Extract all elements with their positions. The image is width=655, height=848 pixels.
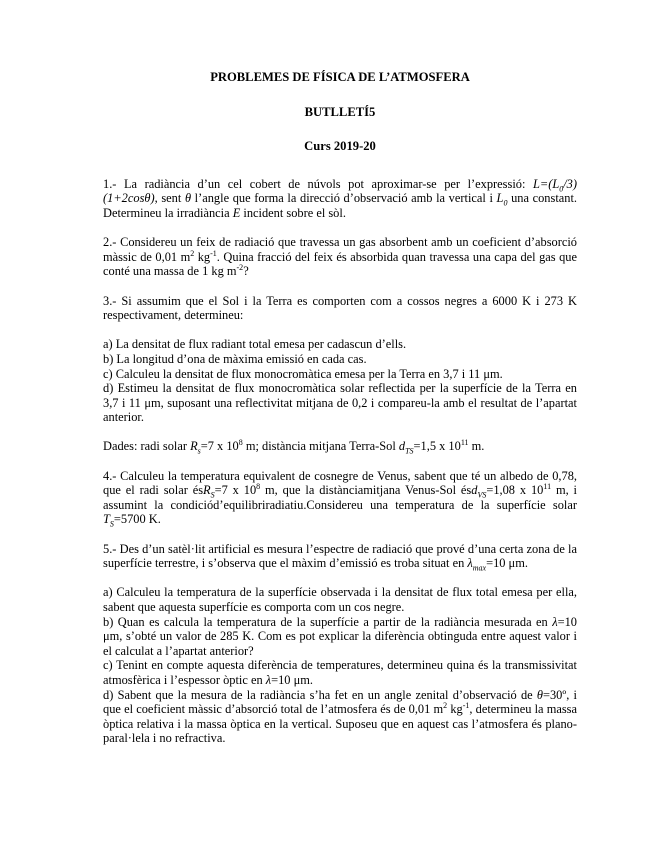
document-page	[103, 70, 577, 746]
document-subtitle: BUTLLETÍ5	[304, 104, 376, 119]
problem-5-b: b) Quan es calcula la temperatura de la superfície a partir de la radiància mesurada en λ=10 μm, s’obté un valor de 285 K. Com es pot explicar la diferència obtinguda entre aquest valor i el calculat a l’apartat anterior?	[103, 614, 577, 658]
course-year: Curs 2019-20	[304, 139, 376, 154]
problem-5-d: d) Sabent que la mesura de la radiància s’ha fet en un angle zenital d’observació de θ=30º, i que el coeficient màssic d’absorció total de l’atmosfera és de 0,01 $m^2$ $kg^{-1}$, determineu la massa òptica relativa i la massa òptica en la vertical. Suposeu que en aquest cas l’atmosfera és plano-paral·lela i no refractiva.	[103, 687, 577, 746]
document-title: PROBLEMES DE FÍSICA DE L’ATMOSFERA	[210, 70, 470, 84]
problem-3-c: c) Calculeu la densitat de flux monocromàtica emesa per la Terra en 3,7 i 11 μm.	[103, 366, 503, 381]
problem-2: 2.- Considereu un feix de radiació que travessa un gas absorbent amb un coeficient d’absorció màssic de 0,01 $m^2$ $kg^{-1}$. Quina fracció del feix és absorbida quan travessa una capa del gas que conté una massa de 1 kg $m^{-2}$?	[103, 235, 577, 279]
problem-5-c: c) Tenint en compte aquesta diferència de temperatures, determineu quina és la transmissivitat atmosfèrica i l’espessor òptic en λ=10 μm.	[103, 658, 577, 687]
problem-3-a: a) La densitat de flux radiant total emesa per cadascun d’ells.	[103, 337, 407, 352]
problem-3-data: Dades: radi solar $R_s=7$ x $10^8$ m; distància mitjana Terra-Sol $d_{TS}=1,5$ x $10^{11}$ m.	[103, 438, 485, 456]
problem-1: 1.- La radiància d’un cel cobert de núvols pot aproximar-se per l’expressió: $L=(L_0/3)(1+2\cos\theta)$, sent θ l’angle que forma la direcció d’observació amb la vertical i $L_0$ una constant. Determineu la irradiància E incident sobre el sòl.	[103, 176, 577, 220]
problem-3-intro: 3.- Si assumim que el Sol i la Terra es comporten com a cossos negres a 6000 K i 273 K respectivament, determineu:	[103, 293, 577, 323]
problem-4: 4.- Calculeu la temperatura equivalent de cosnegre de Venus, sabent que té un albedo de 0,78, que el radi solar ésR$_S$=7 x $10^8$ m, que la distànciamitjana Venus-Sol ésd$_{VS}$=1,08 x $10^{11}$ m, i assumint la condiciód’equilibriradiatiu.Considereu una temperatura de la superfície solar $T_S=5700$ K.	[103, 468, 578, 529]
problem-3-d: d) Estimeu la densitat de flux monocromàtica solar reflectida per la superfície de la Terra en 3,7 i 11 μm, suposant una reflectivitat mitjana de 0,2 i compareu-la amb el resultat de l’apartat anterior.	[103, 381, 577, 425]
problem-5-a: a) Calculeu la temperatura de la superfície observada i la densitat de flux total emesa per ella, sabent que aquesta superfície es comporta com un cos negre.	[103, 585, 577, 614]
problem-3-b: b) La longitud d’ona de màxima emissió en cada cas.	[103, 351, 367, 366]
problem-5-intro: 5.- Des d’un satèl·lit artificial es mesura l’espectre de radiació que prové d’una certa zona de la superfície terrestre, i s’observa que el màxim d’emissió es troba situat en $\lambda_{max}=10$ μm.	[103, 541, 577, 573]
